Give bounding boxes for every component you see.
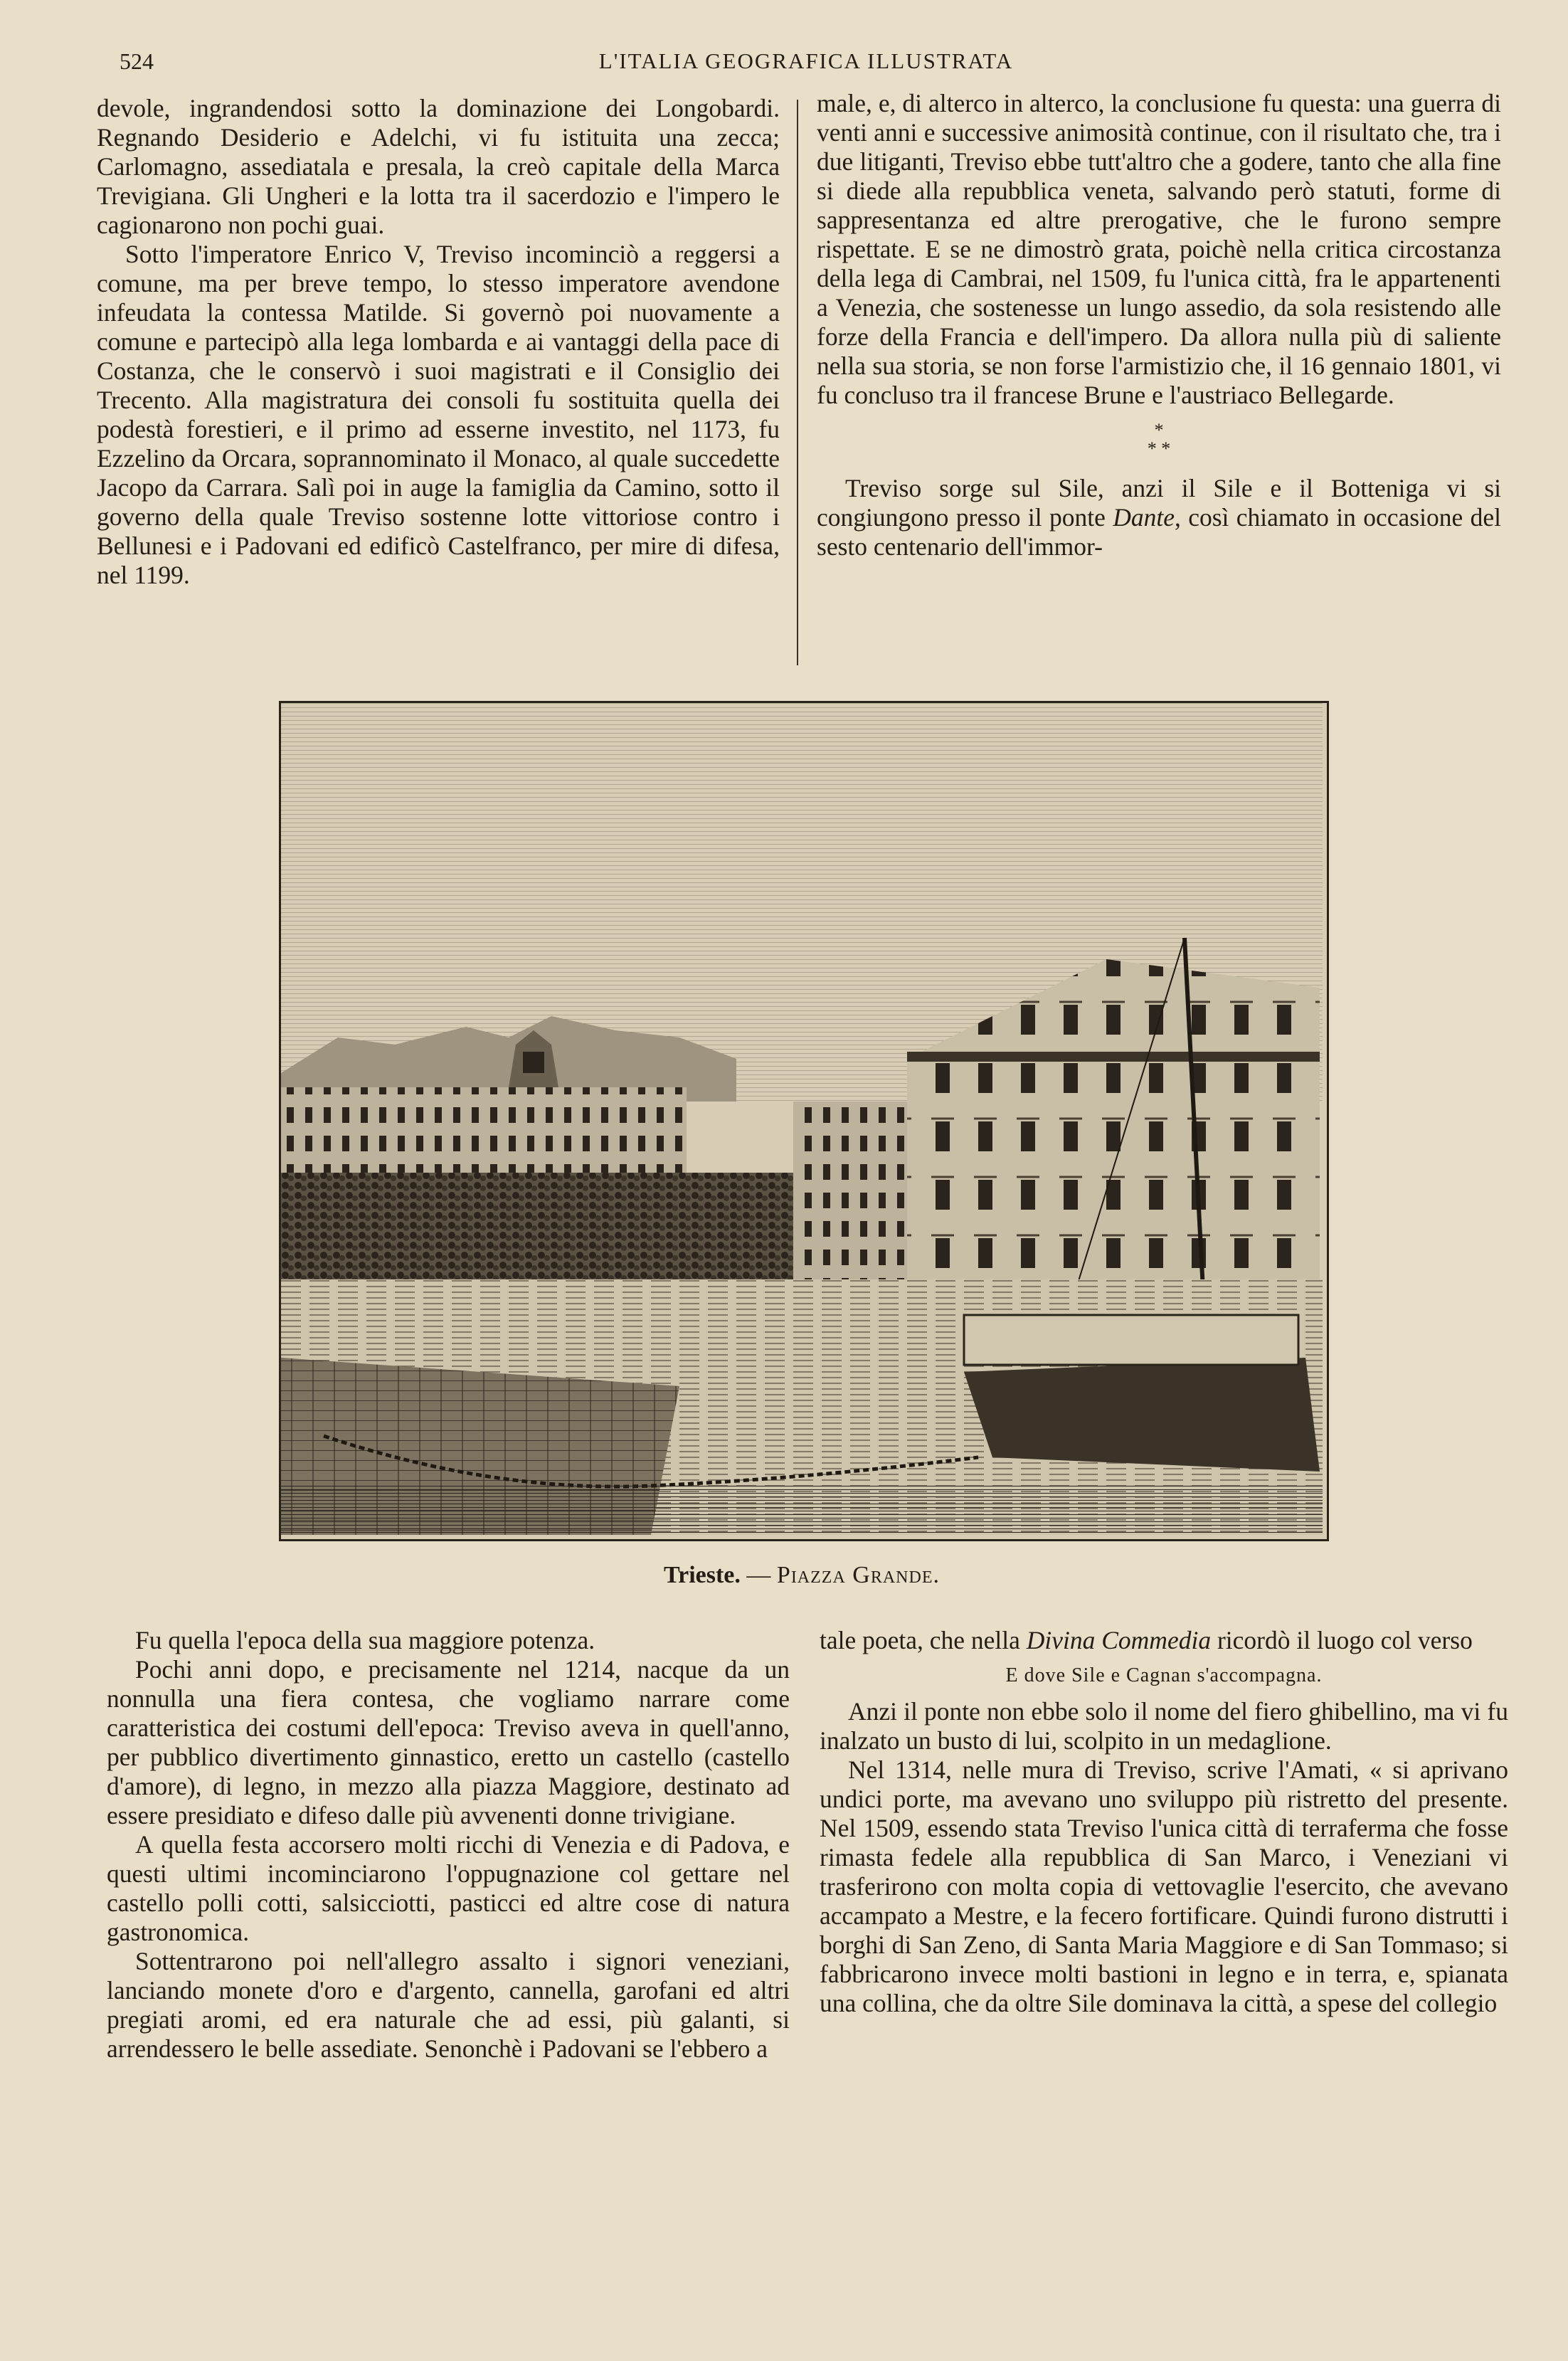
paragraph: A quella festa accorsero molti ricchi di Venezia e di Padova, e questi ultimi incominciarono l'oppugnazione col gettare nel castello polli cotti, salsicciotti, pasticci ed altre cose di natura gastronomica. (107, 1830, 790, 1946)
paragraph (820, 1626, 1508, 1655)
caption-place: Piazza Grande. (776, 1562, 941, 1588)
paragraph: Sotto l'imperatore Enrico V, Treviso incominciò a reggersi a comune, ma per breve tempo, lo stesso imperatore avendone infeudata la contessa Matilde. Si governò poi nuovamente a comune e partecipò alla lega lombarda e ai vantaggi della pace di Costanza, che le conservò i suoi magistrati e il Consiglio dei Trecento. Alla magistratura dei consoli fu sostituita quella dei podestà forestieri, e il primo ad esserne investito, nel 1173, fu Ezzelino da Orcara, soprannominato il Monaco, al quale succedette Jacopo da Carrara. Salì poi in auge la famiglia da Camino, sotto il governo della quale Treviso sostenne lotte vittoriose contro i Bellunesi e i Padovani ed edificò Castelfranco, per mire di difesa, nel 1199. (97, 240, 780, 589)
asterism-bottom: * * (1147, 438, 1171, 459)
text-run: tale poeta, che nella (820, 1626, 1027, 1654)
paragraph (817, 474, 1501, 561)
top-left-column (97, 94, 780, 590)
caption-city: Trieste. (663, 1562, 741, 1588)
right-palazzo-cornice (907, 1052, 1320, 1062)
foreground-shadow (281, 1486, 1323, 1535)
paragraph: Fu quella l'epoca della sua maggiore potenza. (135, 1626, 595, 1654)
engraving-drawing (281, 703, 1323, 1535)
column-rule (797, 100, 798, 665)
text-run: ricordò il luogo col verso (1211, 1626, 1473, 1654)
text-run: , così chiamato in occasione del sesto centenario dell'immor- (817, 503, 1501, 561)
paragraph: Pochi anni dopo, e precisamente nel 1214, nacque da un nonnulla una fiera contesa, che vogliamo narrare come caratteristica dei costumi dell'epoca: Treviso aveva in quell'anno, per pubblico divertimento ginnastico, eretto un castello (castello d'amore), di legno, in mezzo alla piazza Maggiore, destinato ad essere presidiato e difeso dalle più avvenenti donne trivigiane. (107, 1655, 790, 1829)
tower-clock (523, 1052, 544, 1073)
paragraph: Sottentrarono poi nell'allegro assalto i signori veneziani, lanciando monete d'oro e d'argento, cannella, garofani ed altri pregiati aromi, ed era naturale che ad essi, più galanti, si arrendessero le belle assediate. Senonchè i Padovani se l'ebbero a (107, 1947, 790, 2063)
ship-awning (964, 1315, 1298, 1365)
moored-ship (964, 1358, 1320, 1472)
asterism-top: * (1154, 420, 1164, 440)
paragraph: male, e, di alterco in alterco, la conclusione fu questa: una guerra di venti anni e successive animosità continue, con il risultato che, tra i due litiganti, Treviso ebbe tutt'altro che a godere, tanto che alla fine si diede alla repubblica veneta, salvando però statuti, forme di sappresentanza ed altre prerogative, che le furono sempre rispettate. E se ne dimostrò grata, poichè nella critica circostanza della lega di Cambrai, nel 1509, fu l'unica città, fra le appartenenti a Venezia, che sostenesse un lungo assedio, da sola resistendo alle forze della Francia e dell'impero. Da allora nulla più di saliente nella sua storia, se non forse l'armistizio che, il 16 gennaio 1801, vi fu concluso tra il francese Brune e l'austriaco Bellegarde. (817, 89, 1501, 409)
page-header (120, 44, 1493, 87)
left-wing-palazzo (793, 1102, 907, 1287)
square-trees (281, 1173, 793, 1279)
verse-quote: E dove Sile e Cagnan s'accompagna. (1005, 1664, 1323, 1686)
page-number: 524 (120, 48, 154, 74)
paragraph: devole, ingrandendosi sotto la dominazione dei Longobardi. Regnando Desiderio e Adelchi, vi fu istituita una zecca; Carlomagno, assediatala e presala, la creò capitale della Marca Trevigiana. Gli Ungheri e la lotta tra il sacerdozio e l'impero le cagionarono non pochi guai. (97, 94, 780, 239)
italic-run: Divina Commedia (1026, 1626, 1212, 1654)
paragraph: Nel 1314, nelle mura di Treviso, scrive l'Amati, « si aprivano undici porte, ma avevano uno sviluppo più ristretto del presente. Nel 1509, essendo stata Treviso l'unica città di terraferma che fosse rimasta fedele alla repubblica di San Marco, i Veneziani vi trasferirono con molta copia di vettovaglie l'esercito, che avevano accampato a Mestre, e la fecero fortificare. Quindi furono distrutti i borghi di San Zeno, di Santa Maria Maggiore e di San Tommaso; si fabbricarono invece molti bastioni in legno e in terra, e, spianata una collina, che da oltre Sile dominava la città, a spese del collegio (820, 1755, 1508, 2017)
figure-caption (279, 1562, 1325, 1589)
caption-dash: — (740, 1562, 777, 1588)
section-asterism (817, 421, 1501, 458)
running-title: L'ITALIA GEOGRAFICA ILLUSTRATA (598, 48, 1014, 73)
text-run: Treviso sorge sul Sile, anzi il Sile e il Botteniga vi si congiungono presso il ponte (817, 474, 1501, 532)
italic-run: Dante (1113, 503, 1175, 532)
engraving-illustration (279, 701, 1329, 1541)
bottom-right-column (820, 1626, 1508, 2018)
bottom-left-column (107, 1626, 790, 2064)
top-right-column (817, 89, 1501, 561)
paragraph: Anzi il ponte non ebbe solo il nome del fiero ghibellino, ma vi fu inalzato un busto di lui, scolpito in un medaglione. (820, 1697, 1508, 1755)
